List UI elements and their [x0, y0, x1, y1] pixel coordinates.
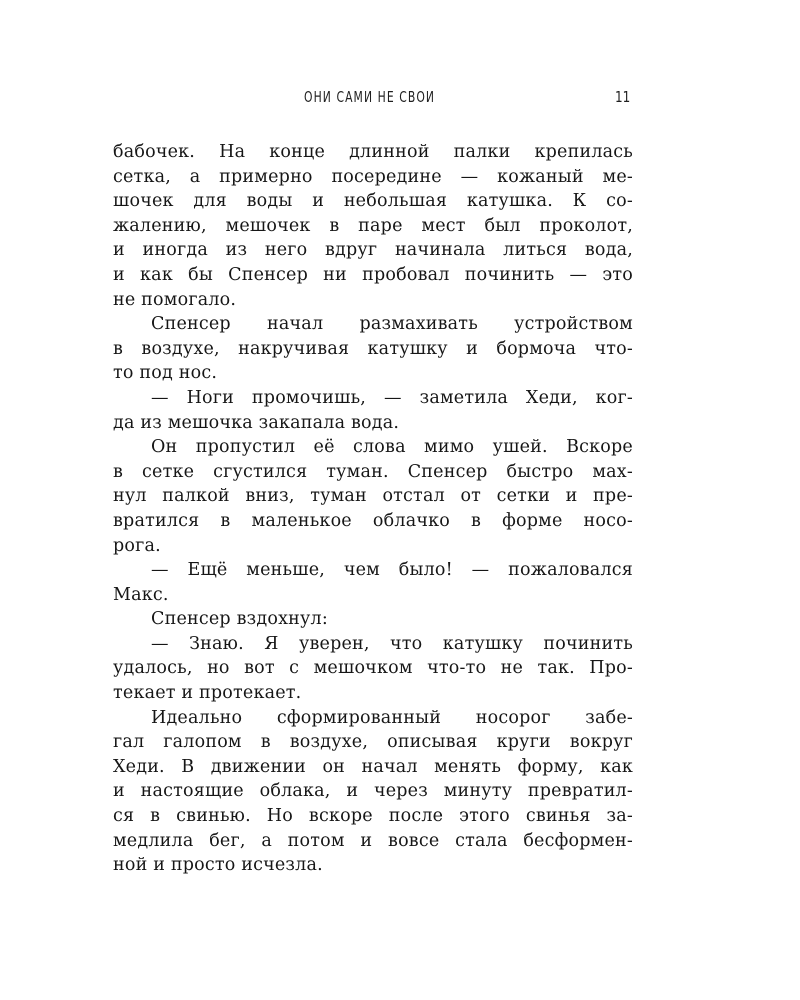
- text-line: то под нос.: [113, 363, 218, 384]
- text-line: — Знаю. Я уверен, что катушку починить: [151, 633, 633, 654]
- text-line: Хеди. В движении он начал менять форму, как: [113, 756, 633, 777]
- text-line: Спенсер начал размахивать устройством: [151, 314, 633, 335]
- text-line: ной и просто исчезла.: [113, 855, 323, 876]
- text-line: не помогало.: [113, 289, 237, 310]
- page-number: 11: [615, 88, 631, 106]
- text-line: шочек для воды и небольшая катушка. К со-: [113, 191, 633, 212]
- text-line: и иногда из него вдруг начинала литься вода,: [113, 240, 633, 261]
- text-line: в сетке сгустился туман. Спенсер быстро мах-: [113, 461, 633, 482]
- text-line: — Ещё меньше, чем было! — пожаловался: [151, 560, 633, 581]
- text-line: бабочек. На конце длинной палки крепилась: [113, 142, 633, 162]
- text-line: в воздухе, накручивая катушку и бормоча что-: [113, 338, 633, 359]
- running-header: [0, 88, 800, 112]
- text-line: ся в свинью. Но вскоре после этого свинья за-: [113, 806, 633, 827]
- text-line: Он пропустил её слова мимо ушей. Вскоре: [151, 437, 633, 458]
- text-line: Макс.: [113, 584, 169, 605]
- text-line: медлила бег, а потом и вовсе стала бесформен-: [113, 830, 633, 851]
- text-line: удалось, но вот с мешочком что-то не так. Про-: [113, 658, 633, 679]
- text-line: и как бы Спенсер ни пробовал починить — это: [113, 264, 633, 285]
- text-line: Спенсер вздохнул:: [151, 609, 328, 630]
- text-line: сетка, а примерно посередине — кожаный ме-: [113, 166, 633, 187]
- text-line: нул палкой вниз, туман отстал от сетки и пре-: [113, 486, 633, 507]
- text-line: рога.: [113, 535, 161, 556]
- body-text: [113, 140, 633, 878]
- text-line: текает и протекает.: [113, 683, 302, 704]
- text-line: и настоящие облака, и через минуту превратил-: [113, 781, 633, 802]
- text-line: Идеально сформированный носорог забе-: [151, 707, 633, 728]
- text-line: вратился в маленькое облачко в форме носо-: [113, 510, 633, 531]
- text-line: — Ноги промочишь, — заметила Хеди, ког-: [151, 387, 633, 408]
- running-title: ОНИ САМИ НЕ СВОИ: [304, 88, 436, 106]
- text-line: да из мешочка закапала вода.: [113, 412, 400, 433]
- text-line: жалению, мешочек в паре мест был проколот,: [113, 215, 633, 236]
- text-line: гал галопом в воздухе, описывая круги вокруг: [113, 732, 633, 753]
